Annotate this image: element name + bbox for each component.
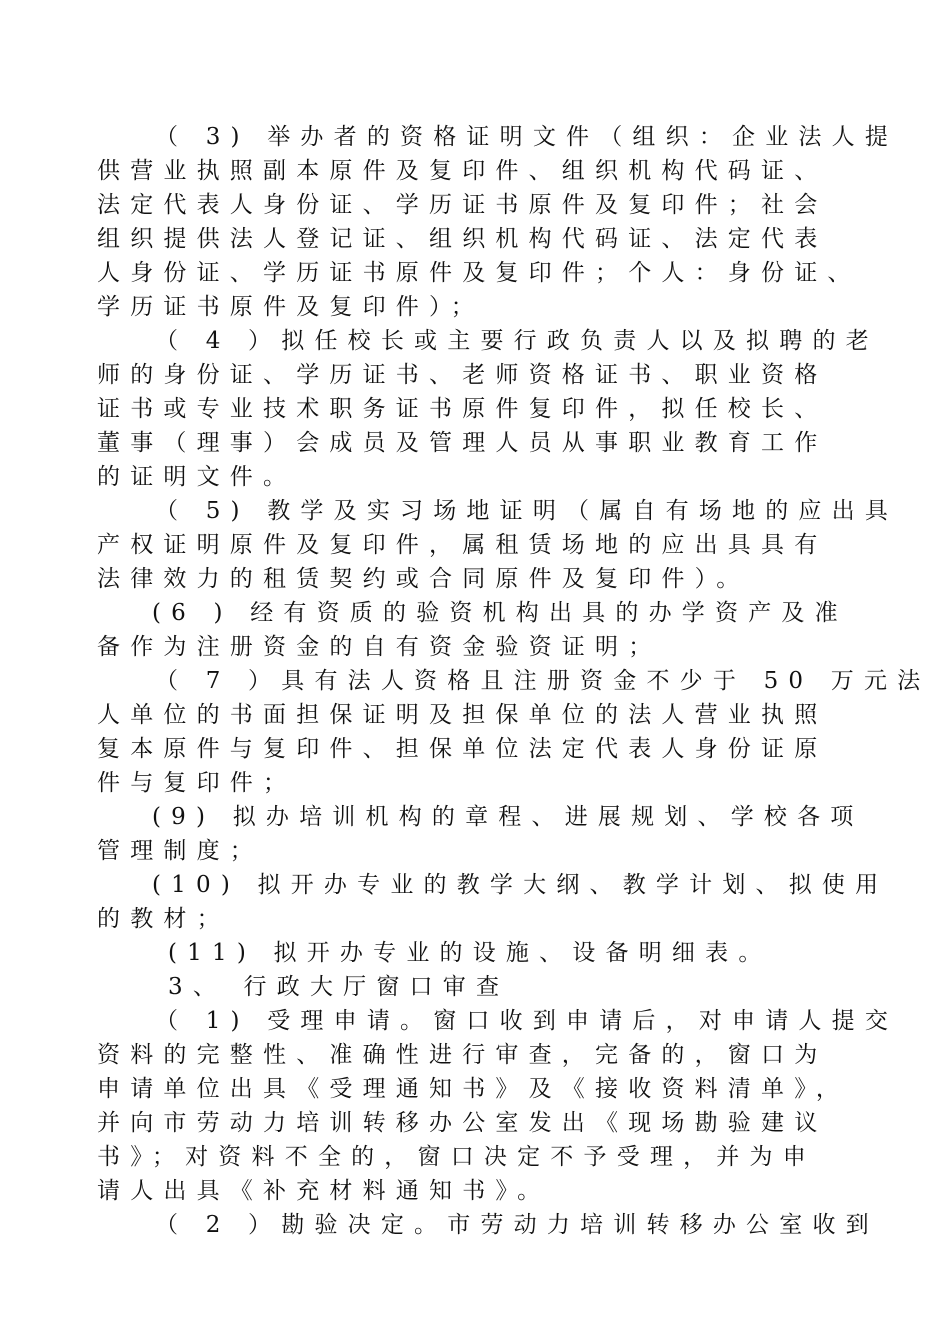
paragraph-line: 师的身份证、学历证书、老师资格证书、职业资格 [97,362,828,388]
paragraph-line: 资料的完整性、准确性进行审查，完备的，窗口为 [97,1042,828,1068]
paragraph-line: （ 5) 教学及实习场地证明（属自有场地的应出具 [155,498,899,524]
paragraph-line: 并向市劳动力培训转移办公室发出《现场勘验建议 [97,1110,828,1136]
section-heading: 3、 行政大厅窗口审查 [168,974,510,1000]
paragraph-line: 的教材； [97,906,230,932]
paragraph-line: 件与复印件； [97,770,297,796]
paragraph-line: 证书或专业技术职务证书原件复印件，拟任校长、 [97,396,828,422]
paragraph-line: 董事（理事）会成员及管理人员从事职业教育工作 [97,430,828,456]
paragraph-line: (11) 拟开办专业的设施、设备明细表。 [168,940,772,966]
paragraph-line: 供营业执照副本原件及复印件、组织机构代码证、 [97,158,828,184]
paragraph-line: (9) 拟办培训机构的章程、进展规划、学校各项 [152,804,864,830]
paragraph-line: （ 1) 受理申请。窗口收到申请后，对申请人提交 [155,1008,899,1034]
paragraph-line: 申请单位出具《受理通知书》及《接收资料清单》， [97,1076,850,1102]
paragraph-line: 人身份证、学历证书原件及复印件；个人：身份证、 [97,260,861,286]
paragraph-line: (10) 拟开办专业的教学大纲、教学计划、拟使用 [152,872,889,898]
paragraph-line: 人单位的书面担保证明及担保单位的法人营业执照 [97,702,828,728]
paragraph-line: 法定代表人身份证、学历证书原件及复印件；社会 [97,192,828,218]
paragraph-line: 学历证书原件及复印件）； [97,294,484,320]
paragraph-line: 复本原件与复印件、担保单位法定代表人身份证原 [97,736,828,762]
paragraph-line: 产权证明原件及复印件，属租赁场地的应出具具有 [97,532,828,558]
paragraph-line: 管理制度； [97,838,263,864]
paragraph-line: 法律效力的租赁契约或合同原件及复印件）。 [97,566,750,592]
paragraph-line: 书》；对资料不全的，窗口决定不予受理，并为申 [97,1144,816,1170]
paragraph-line: 的证明文件。 [97,464,297,490]
paragraph-line: (6 ) 经有资质的验资机构出具的办学资产及准 [152,600,848,626]
paragraph-line: （ 2 ）勘验决定。市劳动力培训转移办公室收到 [155,1212,879,1238]
paragraph-line: （ 3) 举办者的资格证明文件（组织：企业法人提 [155,124,899,150]
paragraph-line: 备作为注册资金的自有资金验资证明； [97,634,662,660]
paragraph-line: （ 4 ）拟任校长或主要行政负责人以及拟聘的老 [155,328,879,354]
paragraph-line: 请人出具《补充材料通知书》。 [97,1178,551,1204]
paragraph-line: 组织提供法人登记证、组织机构代码证、法定代表 [97,226,828,252]
paragraph-line: （ 7 ）具有法人资格且注册资金不少于 50 万元法 [155,668,931,694]
